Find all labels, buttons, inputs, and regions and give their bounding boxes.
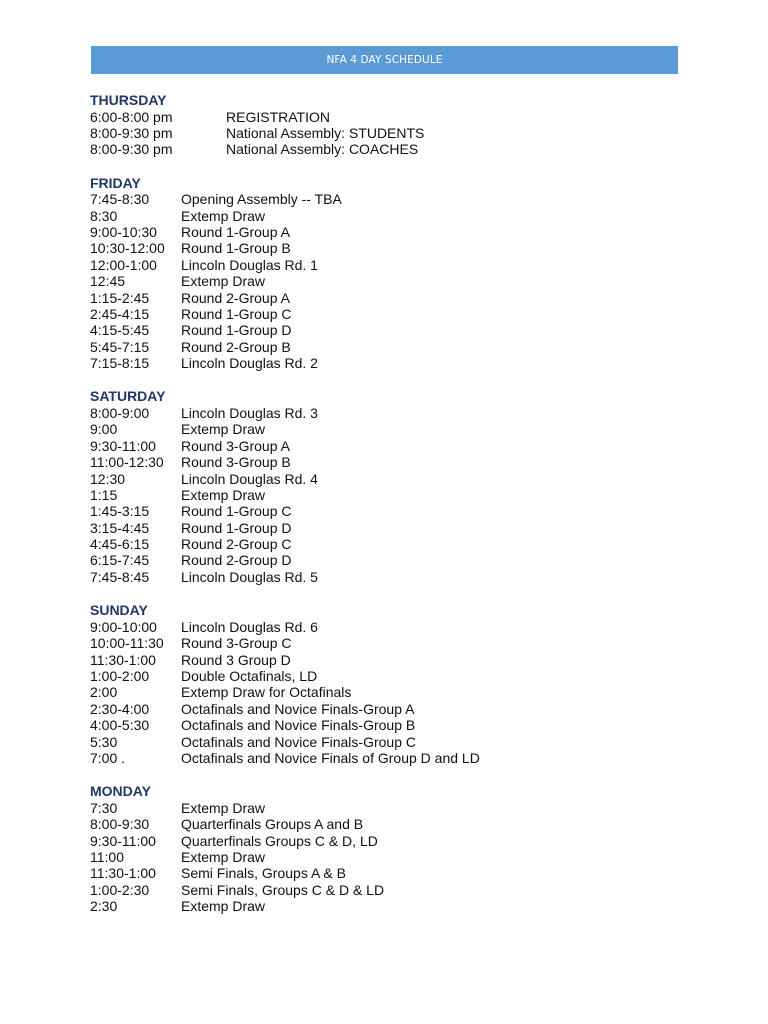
schedule-row bbox=[90, 668, 690, 684]
event-name: Octafinals and Novice Finals-Group C bbox=[181, 733, 416, 750]
event-name: Round 3-Group C bbox=[181, 635, 292, 652]
schedule-row bbox=[90, 438, 690, 454]
event-name: Extemp Draw bbox=[181, 273, 266, 290]
schedule-row bbox=[90, 322, 690, 338]
schedule-row bbox=[90, 339, 690, 355]
time-slot: 2:00 bbox=[90, 684, 118, 701]
event-name: Quarterfinals Groups A and B bbox=[181, 816, 364, 833]
time-slot: 3:15-4:45 bbox=[90, 519, 150, 536]
time-slot: 5:45-7:15 bbox=[90, 338, 150, 355]
event-name: Semi Finals, Groups A & B bbox=[181, 865, 346, 882]
event-name: Round 2-Group B bbox=[181, 338, 291, 355]
schedule-row bbox=[90, 536, 690, 552]
time-slot: 2:30-4:00 bbox=[90, 700, 150, 717]
schedule-row bbox=[90, 503, 690, 519]
schedule-row bbox=[90, 552, 690, 568]
time-slot: 4:00-5:30 bbox=[90, 717, 150, 734]
time-slot: 10:30-12:00 bbox=[90, 240, 165, 257]
time-slot: 7:00 . bbox=[90, 749, 126, 766]
day-section-thursday bbox=[90, 92, 690, 158]
time-slot: 5:30 bbox=[90, 733, 118, 750]
time-slot: 6:00-8:00 pm bbox=[90, 108, 173, 125]
schedule-row bbox=[90, 684, 690, 700]
time-slot: 4:45-6:15 bbox=[90, 536, 150, 553]
schedule-row bbox=[90, 619, 690, 635]
time-slot: 8:00-9:30 pm bbox=[90, 124, 173, 141]
schedule-row bbox=[90, 898, 690, 914]
day-heading: SUNDAY bbox=[90, 602, 148, 619]
time-slot: 10:00-11:30 bbox=[90, 635, 164, 652]
schedule-row bbox=[90, 487, 690, 503]
time-slot: 1:15 bbox=[90, 486, 118, 503]
time-slot: 6:15-7:45 bbox=[90, 552, 150, 569]
event-name: Lincoln Douglas Rd. 1 bbox=[181, 256, 318, 273]
event-name: Double Octafinals, LD bbox=[181, 667, 318, 684]
time-slot: 8:00-9:00 bbox=[90, 404, 150, 421]
time-slot: 7:45-8:30 bbox=[90, 191, 150, 208]
time-slot: 8:00-9:30 bbox=[90, 816, 150, 833]
time-slot: 7:30 bbox=[90, 799, 118, 816]
time-slot: 9:00-10:00 bbox=[90, 618, 157, 635]
event-name: Octafinals and Novice Finals-Group A bbox=[181, 700, 415, 717]
event-name: Round 1-Group B bbox=[181, 240, 291, 257]
event-name: Semi Finals, Groups C & D & LD bbox=[181, 881, 385, 898]
event-name: Round 2-Group A bbox=[181, 289, 290, 306]
time-slot: 11:30-1:00 bbox=[90, 865, 156, 882]
event-name: Octafinals and Novice Finals-Group B bbox=[181, 717, 416, 734]
schedule-row bbox=[90, 882, 690, 898]
event-name: Lincoln Douglas Rd. 3 bbox=[181, 404, 318, 421]
time-slot: 11:30-1:00 bbox=[90, 651, 156, 668]
day-section-monday bbox=[90, 783, 690, 914]
event-name: Extemp Draw bbox=[181, 848, 266, 865]
event-name: Octafinals and Novice Finals of Group D and LD bbox=[181, 749, 480, 766]
time-slot: 12:00-1:00 bbox=[90, 256, 157, 273]
day-heading: MONDAY bbox=[90, 783, 151, 800]
event-name: Round 3 Group D bbox=[181, 651, 291, 668]
day-section-sunday bbox=[90, 602, 690, 766]
schedule-row bbox=[90, 257, 690, 273]
time-slot: 12:30 bbox=[90, 470, 126, 487]
schedule-row bbox=[90, 701, 690, 717]
time-slot: 1:45-3:15 bbox=[90, 503, 150, 520]
event-name: REGISTRATION bbox=[226, 108, 330, 125]
schedule-row bbox=[90, 471, 690, 487]
schedule-row bbox=[90, 520, 690, 536]
time-slot: 7:45-8:45 bbox=[90, 568, 150, 585]
schedule-row bbox=[90, 569, 690, 585]
day-heading: THURSDAY bbox=[90, 92, 167, 108]
event-name: Round 1-Group C bbox=[181, 305, 292, 322]
event-name: Round 2-Group C bbox=[181, 536, 292, 553]
schedule-row bbox=[90, 750, 690, 766]
schedule-row bbox=[90, 816, 690, 832]
event-name: Opening Assembly -- TBA bbox=[181, 191, 342, 208]
schedule-row bbox=[90, 421, 690, 437]
event-name: Extemp Draw bbox=[181, 898, 266, 915]
time-slot: 12:45 bbox=[90, 273, 126, 290]
time-slot: 8:30 bbox=[90, 207, 118, 224]
time-slot: 9:30-11:00 bbox=[90, 437, 156, 454]
schedule-row bbox=[90, 355, 690, 371]
time-slot: 8:00-9:30 pm bbox=[90, 141, 173, 158]
schedule-row bbox=[90, 865, 690, 881]
schedule-body bbox=[90, 92, 690, 932]
event-name: Round 3-Group B bbox=[181, 454, 291, 471]
schedule-row bbox=[90, 109, 690, 125]
time-slot: 4:15-5:45 bbox=[90, 322, 150, 339]
schedule-row bbox=[90, 405, 690, 421]
schedule-row bbox=[90, 652, 690, 668]
schedule-row bbox=[90, 717, 690, 733]
schedule-row bbox=[90, 125, 690, 141]
event-name: Lincoln Douglas Rd. 4 bbox=[181, 470, 318, 487]
event-name: Round 1-Group D bbox=[181, 322, 292, 339]
schedule-row bbox=[90, 208, 690, 224]
event-name: Round 2-Group D bbox=[181, 552, 292, 569]
event-name: Round 1-Group D bbox=[181, 519, 292, 536]
event-name: National Assembly: COACHES bbox=[226, 141, 419, 158]
event-name: Extemp Draw bbox=[181, 207, 266, 224]
event-name: Lincoln Douglas Rd. 6 bbox=[181, 618, 318, 635]
event-name: Lincoln Douglas Rd. 5 bbox=[181, 568, 318, 585]
schedule-row bbox=[90, 833, 690, 849]
time-slot: 2:45-4:15 bbox=[90, 305, 150, 322]
time-slot: 9:00 bbox=[90, 421, 118, 438]
event-name: Lincoln Douglas Rd. 2 bbox=[181, 355, 318, 372]
time-slot: 11:00 bbox=[90, 848, 124, 865]
event-name: National Assembly: STUDENTS bbox=[226, 124, 425, 141]
time-slot: 1:15-2:45 bbox=[90, 289, 150, 306]
schedule-row bbox=[90, 290, 690, 306]
time-slot: 9:00-10:30 bbox=[90, 223, 157, 240]
schedule-row bbox=[90, 849, 690, 865]
day-heading: SATURDAY bbox=[90, 388, 166, 405]
event-name: Extemp Draw bbox=[181, 486, 266, 503]
time-slot: 9:30-11:00 bbox=[90, 832, 156, 849]
time-slot: 7:15-8:15 bbox=[90, 355, 150, 372]
schedule-row bbox=[90, 635, 690, 651]
schedule-title-bar bbox=[91, 46, 678, 74]
event-name: Extemp Draw for Octafinals bbox=[181, 684, 352, 701]
schedule-row bbox=[90, 734, 690, 750]
schedule-row bbox=[90, 306, 690, 322]
schedule-row bbox=[90, 273, 690, 289]
event-name: Round 1-Group C bbox=[181, 503, 292, 520]
day-heading: FRIDAY bbox=[90, 174, 141, 191]
time-slot: 1:00-2:00 bbox=[90, 667, 150, 684]
time-slot: 2:30 bbox=[90, 898, 118, 915]
time-slot: 11:00-12:30 bbox=[90, 454, 164, 471]
schedule-row bbox=[90, 141, 690, 157]
day-section-saturday bbox=[90, 388, 690, 585]
schedule-title: NFA 4 DAY SCHEDULE bbox=[326, 54, 443, 66]
schedule-row bbox=[90, 454, 690, 470]
event-name: Extemp Draw bbox=[181, 421, 266, 438]
schedule-row bbox=[90, 224, 690, 240]
event-name: Round 3-Group A bbox=[181, 437, 290, 454]
schedule-row bbox=[90, 800, 690, 816]
event-name: Extemp Draw bbox=[181, 799, 266, 816]
schedule-row bbox=[90, 240, 690, 256]
event-name: Quarterfinals Groups C & D, LD bbox=[181, 832, 378, 849]
day-section-friday bbox=[90, 175, 690, 372]
time-slot: 1:00-2:30 bbox=[90, 881, 150, 898]
event-name: Round 1-Group A bbox=[181, 223, 290, 240]
schedule-row bbox=[90, 191, 690, 207]
